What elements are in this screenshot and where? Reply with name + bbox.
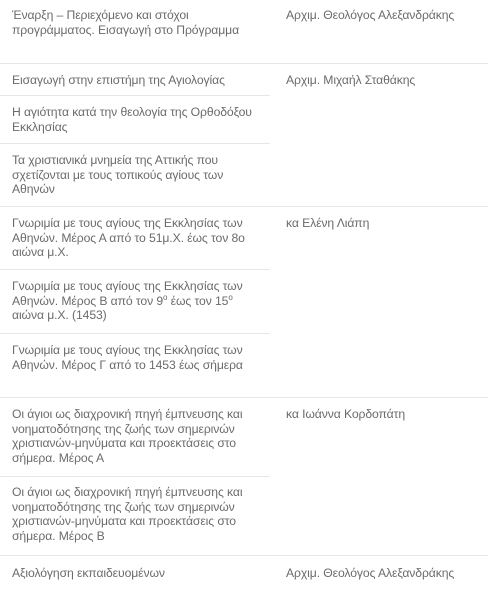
- topic-cell: Εισαγωγή στην επιστήμη της Αγιολογίας: [12, 73, 225, 87]
- lecturer-cell: κα Ιωάννα Κορδοπάτη: [286, 407, 405, 421]
- ordinal-mark: ο: [228, 292, 233, 302]
- topic-text: αιώνα μ.Χ. (1453): [12, 308, 107, 322]
- lecturer-cell: Αρχιμ. Θεολόγος Αλεξανδράκης: [286, 566, 455, 580]
- topic-cell: Τα χριστιανικά μνημεία της Αττικής που σχετίζονται με τους τοπικούς αγίους των Αθηνών: [12, 153, 224, 196]
- ordinal-mark: ο: [163, 292, 168, 302]
- row-divider: [0, 476, 270, 477]
- topic-cell: [12, 279, 262, 323]
- row-divider: [0, 95, 270, 96]
- topic-cell: Η αγιότητα κατά την θεολογία της Ορθοδόξου Εκκλησίας: [12, 105, 252, 134]
- row-divider: [0, 397, 488, 398]
- row-divider: [0, 143, 270, 144]
- topic-cell: Αξιολόγηση εκπαιδευομένων: [12, 566, 165, 580]
- row-divider: [0, 63, 488, 64]
- row-divider: [0, 333, 270, 334]
- row-divider: [0, 555, 488, 556]
- topic-cell: Γνωριμία με τους αγίους της Εκκλησίας των Αθηνών. Μέρος Γ από το 1453 έως σήμερα: [12, 343, 243, 372]
- row-divider: [0, 206, 488, 207]
- topic-cell: Γνωριμία με τους αγίους της Εκκλησίας των Αθηνών. Μέρος Α από το 51μ.Χ. έως τον 8ο αιώνα μ.Χ.: [12, 216, 245, 259]
- lecturer-cell: Αρχιμ. Θεολόγος Αλεξανδράκης: [286, 8, 455, 22]
- topic-text: έως τον 15: [167, 293, 229, 308]
- row-divider: [0, 269, 270, 270]
- lecturer-cell: κα Ελένη Λιάπη: [286, 216, 370, 230]
- topic-cell: Οι άγιοι ως διαχρονική πηγή έμπνευσης και νοηματοδότησης της ζωής των σημερινών χριστιανών-μηνύματα και προεκτάσεις στο σήμερα. Μέρος Α: [12, 407, 243, 465]
- topic-cell: Οι άγιοι ως διαχρονική πηγή έμπνευσης και νοηματοδότησης της ζωής των σημερινών χριστιανών-μηνύματα και προεκτάσεις στο σήμερα. Μέρος Β: [12, 485, 243, 543]
- topic-text: Γνωριμία με τους αγίους της Εκκλησίας των Αθηνών. Μέρος Β από τον 9: [12, 279, 243, 308]
- lecturer-cell: Αρχιμ. Μιχαήλ Σταθάκης: [286, 73, 416, 87]
- topic-cell: Έναρξη – Περιεχόμενο και στόχοι προγράμματος. Εισαγωγή στο Πρόγραμμα: [12, 8, 240, 37]
